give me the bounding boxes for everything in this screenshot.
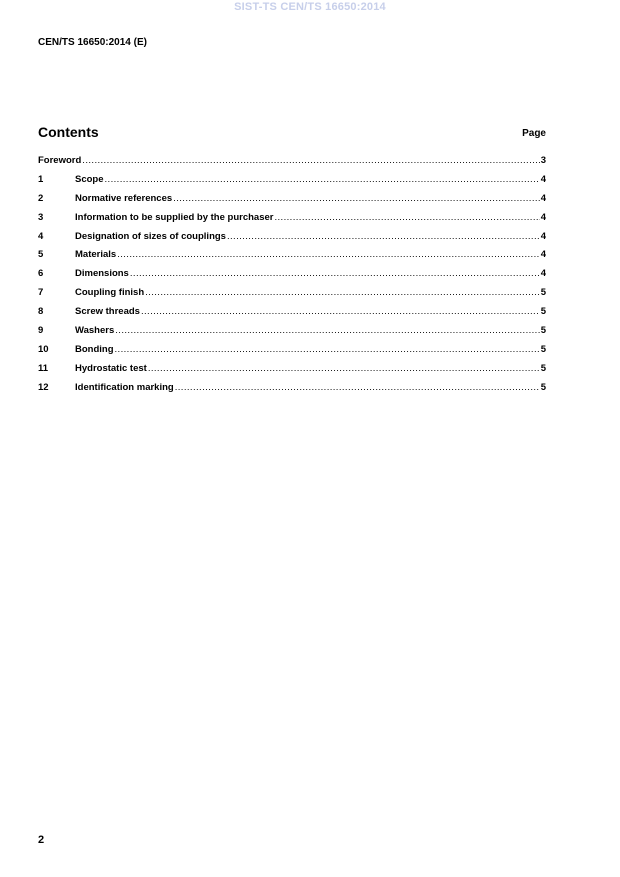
toc-entry-title: Normative references — [75, 192, 173, 204]
toc-leader-dots — [227, 231, 540, 242]
toc-entry-page: 3 — [540, 155, 546, 166]
toc-entry-title: Hydrostatic test — [75, 362, 147, 374]
toc-entry-page: 5 — [540, 362, 546, 374]
toc-leader-dots — [130, 268, 540, 279]
toc-entry-page: 4 — [540, 230, 546, 242]
toc-entry-title: Bonding — [75, 343, 114, 355]
toc-leader-dots — [115, 325, 539, 336]
toc-leader-dots — [82, 155, 539, 166]
page-number: 2 — [38, 834, 45, 846]
watermark: SIST-TS CEN/TS 16650:2014 — [234, 1, 386, 13]
toc-entry-title: Dimensions — [75, 268, 129, 280]
toc-entry[interactable] — [38, 287, 546, 306]
toc-entry-title: Foreword — [38, 155, 82, 166]
toc-entry-number: 9 — [38, 325, 44, 337]
toc-entry-page: 5 — [540, 287, 546, 299]
toc-entry-number: 8 — [38, 306, 44, 318]
toc-entry-number: 6 — [38, 268, 44, 280]
toc-leader-dots — [173, 193, 540, 204]
toc-entry-title: Materials — [75, 249, 117, 261]
toc-entry-number: 10 — [38, 343, 49, 355]
contents-heading: Contents — [38, 124, 99, 140]
toc-entry-title: Washers — [75, 325, 115, 337]
toc-leader-dots — [148, 363, 540, 374]
toc-entry-title: Information to be supplied by the purchaser — [75, 211, 274, 223]
toc-entry-title: Coupling finish — [75, 287, 145, 299]
toc-entry[interactable] — [38, 325, 546, 344]
toc-leader-dots — [105, 174, 540, 185]
toc-entry[interactable] — [38, 231, 546, 250]
document-identifier: CEN/TS 16650:2014 (E) — [38, 37, 147, 48]
page-column-heading: Page — [522, 128, 546, 139]
toc-entry-number: 11 — [38, 362, 49, 374]
toc-leader-dots — [145, 287, 540, 298]
toc-entry-page: 4 — [540, 173, 546, 185]
toc-leader-dots — [117, 249, 540, 260]
toc-entry-number: 7 — [38, 287, 44, 299]
toc-entry[interactable] — [38, 306, 546, 325]
toc-leader-dots — [115, 344, 540, 355]
toc-leader-dots — [141, 306, 540, 317]
toc-entry[interactable] — [38, 363, 546, 382]
toc-entry-number: 2 — [38, 192, 44, 204]
toc-entry-number: 5 — [38, 249, 44, 261]
toc-entry[interactable] — [38, 212, 546, 231]
toc-entry-page: 5 — [540, 325, 546, 337]
toc-entry-number: 3 — [38, 211, 44, 223]
toc-entry[interactable] — [38, 174, 546, 193]
toc-entry[interactable] — [38, 268, 546, 287]
toc-entry[interactable] — [38, 193, 546, 212]
toc-entry-page: 4 — [540, 192, 546, 204]
toc-entry-number: 4 — [38, 230, 44, 242]
toc-entry-foreword[interactable] — [38, 155, 546, 174]
toc-entry[interactable] — [38, 249, 546, 268]
toc-entry-page: 5 — [540, 306, 546, 318]
toc-entry-title: Screw threads — [75, 306, 140, 318]
toc-entry-page: 4 — [540, 249, 546, 261]
toc-entry-title: Scope — [75, 173, 104, 185]
toc-entry-page: 4 — [540, 211, 546, 223]
toc-entry[interactable] — [38, 344, 546, 363]
toc-entry-number: 12 — [38, 381, 49, 393]
toc-entry-number: 1 — [38, 173, 44, 185]
toc-entry-page: 5 — [540, 343, 546, 355]
toc-entry-page: 5 — [540, 381, 546, 393]
toc-leader-dots — [274, 212, 539, 223]
toc-entry-page: 4 — [540, 268, 546, 280]
table-of-contents — [38, 155, 546, 401]
toc-entry[interactable] — [38, 382, 546, 401]
toc-leader-dots — [175, 382, 540, 393]
toc-entry-title: Identification marking — [75, 381, 174, 393]
toc-entry-title: Designation of sizes of couplings — [75, 230, 226, 242]
